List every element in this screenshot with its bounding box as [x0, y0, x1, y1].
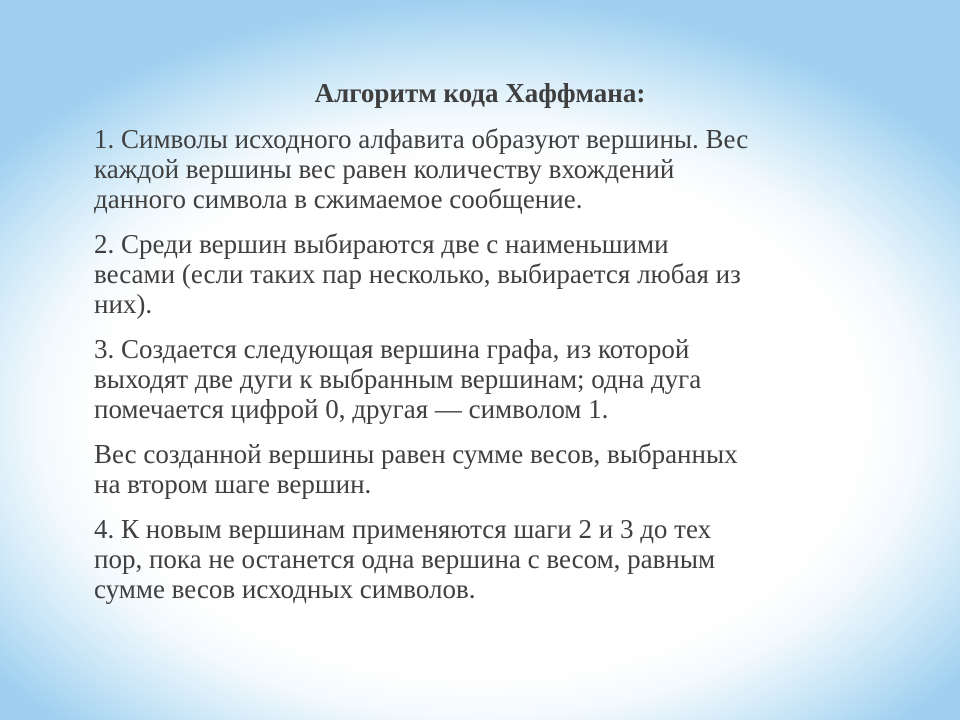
paragraph-weight-note: [94, 439, 884, 499]
text-line: 4. К новым вершинам применяются шаги 2 и 3 до тех: [94, 514, 712, 544]
text-line: сумме весов исходных символов.: [94, 574, 476, 604]
paragraph-step-4: [94, 514, 884, 604]
text-line: помечается цифрой 0, другая — символом 1.: [94, 394, 609, 424]
text-line: данного символа в сжимаемое сообщение.: [94, 184, 583, 214]
text-line: весами (если таких пар несколько, выбирается любая из: [94, 259, 741, 289]
text-line: 1. Символы исходного алфавита образуют вершины. Вес: [94, 124, 749, 154]
text-line: пор, пока не останется одна вершина с весом, равным: [94, 544, 716, 574]
paragraph-step-2: [94, 229, 884, 319]
slide-title: Алгоритм кода Хаффмана:: [314, 78, 646, 108]
text-line: 2. Среди вершин выбираются две с наименьшими: [94, 229, 669, 259]
text-line: них).: [94, 289, 153, 319]
text-line: каждой вершины вес равен количеству вхождений: [94, 154, 675, 184]
text-line: на втором шаге вершин.: [94, 469, 372, 499]
text-line: Вес созданной вершины равен сумме весов, выбранных: [94, 439, 738, 469]
text-line: выходят две дуги к выбранным вершинам; одна дуга: [94, 364, 702, 394]
paragraph-step-3: [94, 334, 884, 424]
paragraph-step-1: [94, 124, 884, 214]
slide-body: [94, 124, 884, 619]
text-line: 3. Создается следующая вершина графа, из которой: [94, 334, 690, 364]
